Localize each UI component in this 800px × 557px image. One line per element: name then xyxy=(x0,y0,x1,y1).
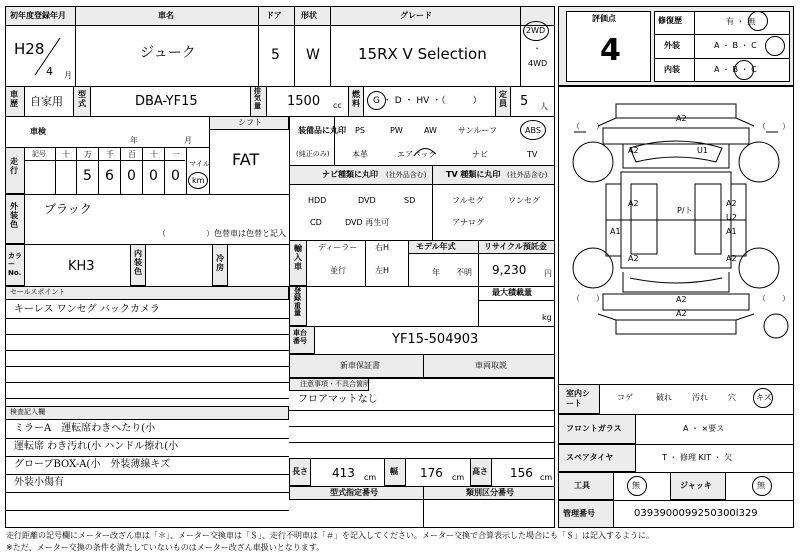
cooler-label: 冷房 xyxy=(216,254,224,272)
digit-label-3: 百 xyxy=(128,150,136,159)
notes-label: 注意事項・不具合箇所 xyxy=(300,380,370,388)
color-no-value: KH3 xyxy=(68,259,95,274)
digit-label-2: 千 xyxy=(106,150,114,159)
capacity-unit: 人 xyxy=(540,102,548,111)
use-label: 車歴 xyxy=(10,90,18,108)
inspection-year-unit: 年 xyxy=(130,136,138,145)
use: 自家用 xyxy=(30,95,63,108)
height: 156 xyxy=(510,466,533,480)
equipment-label-1: 装備品に丸印 xyxy=(298,126,346,135)
width: 176 xyxy=(420,466,443,480)
mark-a2-r2: A2 xyxy=(726,254,737,263)
inspector-line-1: 運転席 わき汚れ(小 ハンドル擦れ(小 xyxy=(14,441,179,452)
interior-sheet-label: 室内シート xyxy=(566,389,590,408)
windshield-label: フロントガラス xyxy=(566,424,622,433)
digit-2: 6 xyxy=(105,168,114,184)
mark-a1-l: A1 xyxy=(610,227,621,236)
repair-label: 修復歴 xyxy=(658,16,682,25)
mark-a2-rear1: A2 xyxy=(676,295,687,304)
paint-note: （ ）色替車は色替と記入 xyxy=(158,229,286,238)
sheet-kizu: キズ xyxy=(756,393,772,402)
digit-label-4: 十 xyxy=(150,150,158,159)
mark-u2: U2 xyxy=(726,213,737,222)
manual-label: 車両取説 xyxy=(475,361,507,370)
paren-tr: （ ） xyxy=(758,122,790,131)
fuel-options: G ・ D ・ HV ・（ ） xyxy=(373,96,482,106)
equipment-sub: (純正のみ) xyxy=(296,150,330,158)
equip-navi: ナビ xyxy=(472,150,488,159)
digit-label-1: 万 xyxy=(84,150,92,159)
digit-5: 0 xyxy=(171,168,180,184)
navi-label: ナビ種類に丸印 xyxy=(322,170,378,179)
kg: kg xyxy=(542,313,552,322)
equip-sunroof: サンルーフ xyxy=(458,126,497,135)
length-unit: cm xyxy=(364,473,377,482)
mark-a2-rear2: A2 xyxy=(676,309,687,318)
repair-circle xyxy=(748,11,768,31)
right-hand: 右H xyxy=(375,243,390,252)
mileage-label: 走行 xyxy=(10,157,18,175)
color-label: 外装色 xyxy=(10,202,18,229)
tv-sub: (社外品含む) xyxy=(507,171,548,179)
sheet-koge: コゲ xyxy=(617,393,633,402)
dealer: ディーラー xyxy=(318,243,358,252)
digit-label-0: 十 xyxy=(62,150,70,159)
tv-analog: アナログ xyxy=(452,218,484,227)
height-unit: cm xyxy=(540,473,553,482)
import-label: 輸入車 xyxy=(294,244,302,271)
equip-ps: PS xyxy=(355,126,365,135)
shape: W xyxy=(306,47,320,63)
mark-a1-r: A1 xyxy=(726,227,737,236)
notes-text: フロアマットなし xyxy=(298,394,378,405)
interior-color-label: 内装色 xyxy=(134,249,142,276)
equip-airbag: エアバック xyxy=(397,150,437,159)
recycle-label: リサイクル預託金 xyxy=(484,242,547,251)
selling-label: セールスポイント xyxy=(10,288,66,296)
digit-1: 5 xyxy=(83,168,92,184)
rating-score: 4 xyxy=(600,33,621,68)
fuel-label: 燃料 xyxy=(352,90,360,108)
inspection-month-unit: 月 xyxy=(184,136,192,145)
equip-pw: PW xyxy=(390,126,403,135)
interior-options: A ・ B ・ C xyxy=(714,65,757,74)
width-unit: cm xyxy=(452,473,465,482)
exterior-options: A ・ B ・ C xyxy=(714,41,757,50)
equip-tv: TV xyxy=(527,150,538,159)
drive-4wd: 4WD xyxy=(528,59,548,68)
navi-cd: CD xyxy=(310,218,322,227)
navi-hdd: HDD xyxy=(308,196,327,205)
footer-line-1: 走行距離の記号欄にメーター改ざん車は「＊」、メーター交換車は「＄」、走行不明車は「＃」を記入してください。メーター交換で合算表示した場合にも「＄」は記入するように。 xyxy=(6,531,654,540)
shift: FAT xyxy=(232,150,260,169)
color-no-label: カラーNo. xyxy=(8,252,22,277)
mile: マイル xyxy=(189,160,210,168)
inspector-line-0: ミラーA 運転席わきへたり(小 xyxy=(14,423,156,434)
yen: 円 xyxy=(544,269,552,278)
equip-leather: 本革 xyxy=(352,150,368,159)
sheet-yabure: 破れ xyxy=(656,393,672,402)
mark-a2-l1: A2 xyxy=(628,199,639,208)
weight-label: 登録重量 xyxy=(294,287,301,318)
parallel: 並行 xyxy=(330,266,346,275)
inspector-line-2: グローブBOX-A(小 外装薄線キズ xyxy=(14,459,171,470)
cc: cc xyxy=(333,101,342,110)
tv-one: ワンセグ xyxy=(508,196,540,205)
chassis-value: YF15-504903 xyxy=(392,332,479,347)
capacity: 5 xyxy=(520,94,529,109)
length-label: 長さ xyxy=(292,467,308,476)
grade: 15RX V Selection xyxy=(358,45,487,63)
paren-tl: （ ） xyxy=(572,122,604,131)
exterior-circle xyxy=(765,36,785,56)
max-load-label: 最大積載量 xyxy=(492,288,532,297)
selling-text: キーレス ワンセグ バックカメラ xyxy=(14,304,160,315)
displacement: 1500 xyxy=(287,94,321,109)
interior-circle xyxy=(734,60,754,80)
digit-3: 0 xyxy=(127,168,136,184)
tv-full: フルセグ xyxy=(452,196,484,205)
shape-label: 形状 xyxy=(301,11,317,20)
mark-a2-l2: A2 xyxy=(628,254,639,263)
repair-options: 有 ・ 無 xyxy=(726,17,756,26)
recycle-value: 9,230 xyxy=(492,263,527,277)
equip-aw: AW xyxy=(424,126,437,135)
displacement-label: 排気量 xyxy=(254,87,261,110)
era: H28 xyxy=(14,40,45,58)
mark-u1: U1 xyxy=(697,146,708,155)
class-label: 類別区分番号 xyxy=(466,488,514,497)
inspector-line-3: 外装小傷有 xyxy=(14,477,64,488)
spare-label: スペアタイヤ xyxy=(566,453,614,462)
name-label: 車名 xyxy=(158,11,174,20)
paren-br: （ ） xyxy=(758,294,790,303)
color-value: ブラック xyxy=(44,202,92,216)
navi-dvd: DVD xyxy=(358,196,376,205)
new-warranty-label: 新車保証書 xyxy=(340,361,380,370)
drive-2wd: 2WD xyxy=(526,26,546,35)
mark-a2-front: A2 xyxy=(676,114,687,123)
year-label: 初年度登録年月 xyxy=(10,11,66,20)
airbag-mark xyxy=(412,142,442,158)
management-value: 0393900099250300l329 xyxy=(634,508,758,519)
navi-dvd-play: DVD 再生可 xyxy=(345,218,390,227)
jack-label: ジャッキ xyxy=(680,481,712,490)
grade-label: グレード xyxy=(400,11,432,20)
exterior-label: 外装 xyxy=(664,41,680,50)
tv-label: TV 種類に丸印 xyxy=(446,170,501,179)
km: km xyxy=(192,176,205,185)
model-year-unknown: 不明 xyxy=(456,268,472,277)
navi-sub: (社外品含む) xyxy=(386,171,427,179)
interior-label: 内装 xyxy=(664,65,680,74)
month-unit: 月 xyxy=(64,71,72,80)
width-label: 幅 xyxy=(390,467,398,476)
door-label: ドア xyxy=(266,11,282,20)
navi-sd: SD xyxy=(404,196,416,205)
mark-a2-fl: A2 xyxy=(628,146,639,155)
equip-abs: ABS xyxy=(525,126,541,135)
jack-value: 無 xyxy=(757,481,765,490)
windshield-value: A ・ ×要ス xyxy=(683,424,725,433)
shift-label: シフト xyxy=(238,118,262,127)
paren-bl: （ ） xyxy=(572,294,604,303)
doors: 5 xyxy=(271,47,280,63)
digit-4: 0 xyxy=(149,168,158,184)
tools-label: 工具 xyxy=(574,481,590,490)
height-label: 高さ xyxy=(472,467,488,476)
sheet-yogore: 汚れ xyxy=(692,393,708,402)
model-year-label: モデル年式 xyxy=(416,242,456,251)
digit-label-5: 一 xyxy=(172,150,180,159)
drive-sep: ・ xyxy=(533,44,541,53)
left-hand: 左H xyxy=(375,266,390,275)
sheet-ana: 穴 xyxy=(728,393,736,402)
spare-options: T ・ 修理 KIT ・ 欠 xyxy=(662,453,733,462)
mileage-note-label: 記号 xyxy=(32,150,46,158)
month: 4 xyxy=(46,65,53,78)
capacity-label: 定員 xyxy=(499,90,507,108)
car-name: ジューク xyxy=(140,45,196,61)
spec-label: 型式指定番号 xyxy=(330,488,378,497)
management-label: 管理番号 xyxy=(563,509,595,518)
chassis-label: 車台番号 xyxy=(293,329,307,345)
length: 413 xyxy=(332,466,355,480)
rating-label: 評価点 xyxy=(592,14,616,23)
car-diagram xyxy=(558,88,794,388)
model: DBA-YF15 xyxy=(135,94,198,109)
mark-a2-r1: A2 xyxy=(726,199,737,208)
inspection-label: 車検 xyxy=(30,127,46,136)
footer-line-2: ※ただ、メーター交換の条件を満たしていないものはメーター改ざん車扱いとなります。 xyxy=(6,543,325,552)
tools-value: 無 xyxy=(632,481,640,490)
model-year-unit: 年 xyxy=(432,268,440,277)
mark-p: P/ト xyxy=(677,206,693,215)
inspector-label: 検査記入欄 xyxy=(10,408,45,416)
type-label: 型式 xyxy=(78,90,86,108)
